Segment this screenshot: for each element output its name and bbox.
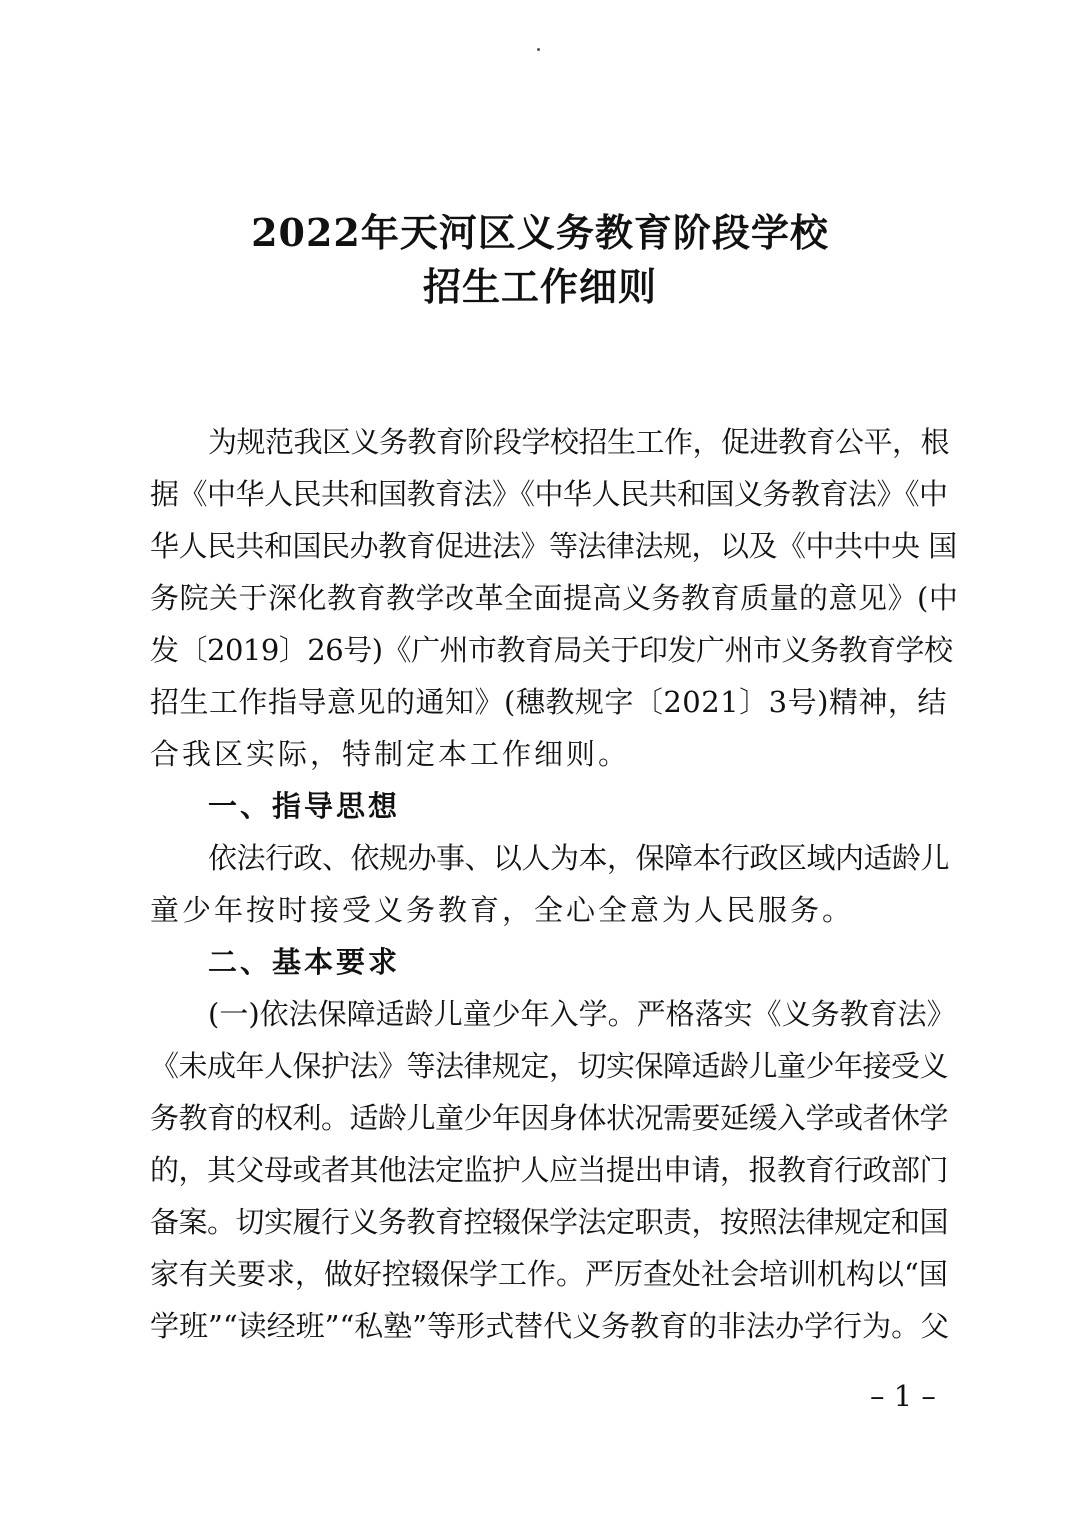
body-line: 据《中华人民共和国教育法》《中华人民共和国义务教育法》《中 xyxy=(150,477,948,511)
document-title-line-1: 2022年天河区义务教育阶段学校 xyxy=(251,210,829,255)
body-line: 的，其父母或者其他法定监护人应当提出申请，报教育行政部门 xyxy=(150,1153,949,1187)
document-title-line-2: 招生工作细则 xyxy=(422,264,657,309)
body-line: 童少年按时接受义务教育，全心全意为人民服务。 xyxy=(150,893,855,927)
section-heading: 一、指导思想 xyxy=(208,789,401,823)
body-line: 华人民共和国民办教育促进法》等法律法规，以及《中共中央 国 xyxy=(150,529,957,563)
body-line: 合我区实际，特制定本工作细则。 xyxy=(150,737,631,771)
body-line: (一)依法保障适龄儿童少年入学。严格落实《义务教育法》 xyxy=(208,997,956,1031)
body-line: 为规范我区义务教育阶段学校招生工作，促进教育公平，根 xyxy=(208,425,950,459)
body-line: 务院关于深化教育教学改革全面提高义务教育质量的意见》(中 xyxy=(150,581,959,615)
body-line: 家有关要求，做好控辍保学工作。严厉查处社会培训机构以“国 xyxy=(150,1257,948,1291)
body-line: 学班”“读经班”“私塾”等形式替代义务教育的非法办学行为。父 xyxy=(150,1309,950,1343)
scan-speck xyxy=(537,48,540,51)
body-line: 发〔2019〕26号)《广州市教育局关于印发广州市义务教育学校 xyxy=(150,633,953,667)
body-line: 依法行政、依规办事、以人为本，保障本行政区域内适龄儿 xyxy=(208,841,950,875)
page-number: – 1 – xyxy=(870,1379,936,1413)
body-line: 备案。切实履行义务教育控辍保学法定职责，按照法律规定和国 xyxy=(150,1205,949,1239)
body-line: 务教育的权利。适龄儿童少年因身体状况需要延缓入学或者休学 xyxy=(150,1101,949,1135)
body-line: 招生工作指导意见的通知》(穗教规字〔2021〕3号)精神，结 xyxy=(150,685,947,719)
body-line: 《未成年人保护法》等法律规定，切实保障适龄儿童少年接受义 xyxy=(150,1049,949,1083)
section-heading: 二、基本要求 xyxy=(208,945,401,979)
